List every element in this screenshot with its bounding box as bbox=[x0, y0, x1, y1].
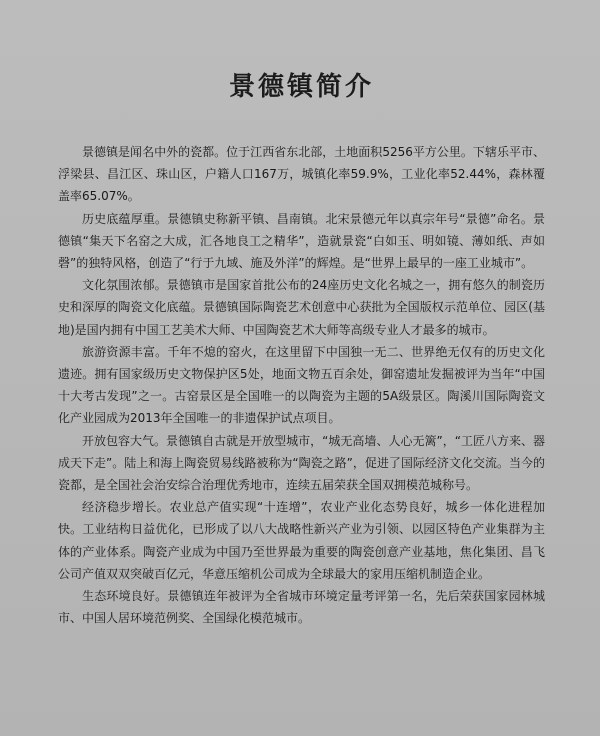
paragraph-overview: 景德镇是闻名中外的瓷都。位于江西省东北部，土地面积5256平方公里。下辖乐平市、浮梁县、昌江区、珠山区，户籍人口167万，城镇化率59.9%，工业化率52.44%，森林覆盖率65.07%。 bbox=[58, 145, 545, 204]
paragraph-culture: 文化氛围浓郁。景德镇市是国家首批公布的24座历史文化名城之一，拥有悠久的制瓷历史和深厚的陶瓷文化底蕴。景德镇国际陶瓷艺术创意中心获批为全国版权示范单位、园区(基地)是国内拥有中国工艺美术大师、中国陶瓷艺术大师等高级专业人才最多的城市。 bbox=[58, 278, 545, 337]
paragraph-openness: 开放包容大气。景德镇自古就是开放型城市，“城无高墙、人心无篱”，“工匠八方来、器成天下走”。陆上和海上陶瓷贸易线路被称为“陶瓷之路”，促进了国际经济文化交流。当今的瓷都，是全国社会治安综合治理优秀地市，连续五届荣获全国双拥模范城称号。 bbox=[58, 433, 545, 493]
paragraph-economy: 经济稳步增长。农业总产值实现“十连增”，农业产业化态势良好，城乡一体化进程加快。工业结构日益优化，已形成了以八大战略性新兴产业为引领、以园区特色产业集群为主体的产业体系。陶瓷产业成为中国乃至世界最为重要的陶瓷创意产业基地，焦化集团、昌飞公司产值双双突破百亿元，华意压缩机公司成为全球最大的家用压缩机制造企业。 bbox=[58, 500, 545, 581]
paragraph-history: 历史底蕴厚重。景德镇史称新平镇、昌南镇。北宋景德元年以真宗年号“景德”命名。景德镇“集天下名窑之大成，汇各地良工之精华”，造就景瓷“白如玉、明如镜、薄如纸、声如磬”的独特风格，创造了“行于九域、施及外洋”的辉煌。是“世界上最早的一座工业城市”。 bbox=[58, 211, 545, 271]
paragraph-tourism: 旅游资源丰富。千年不熄的窑火，在这里留下中国独一无二、世界绝无仅有的历史文化遗迹。拥有国家级历史文物保护区5处，地面文物五百余处，御窑遗址发掘被评为当年“中国十大考古发现”之一。古窑景区是全国唯一的以陶瓷为主题的5A级景区。陶溪川国际陶瓷文化产业园成为2013年全国唯一的非遗保护试点项目。 bbox=[58, 344, 545, 426]
paragraph-ecology: 生态环境良好。景德镇连年被评为全省城市环境定量考评第一名，先后荣获国家园林城市、中国人居环境范例奖、全国绿化模范城市。 bbox=[58, 589, 545, 626]
page-title: 景德镇简介 bbox=[228, 72, 374, 102]
